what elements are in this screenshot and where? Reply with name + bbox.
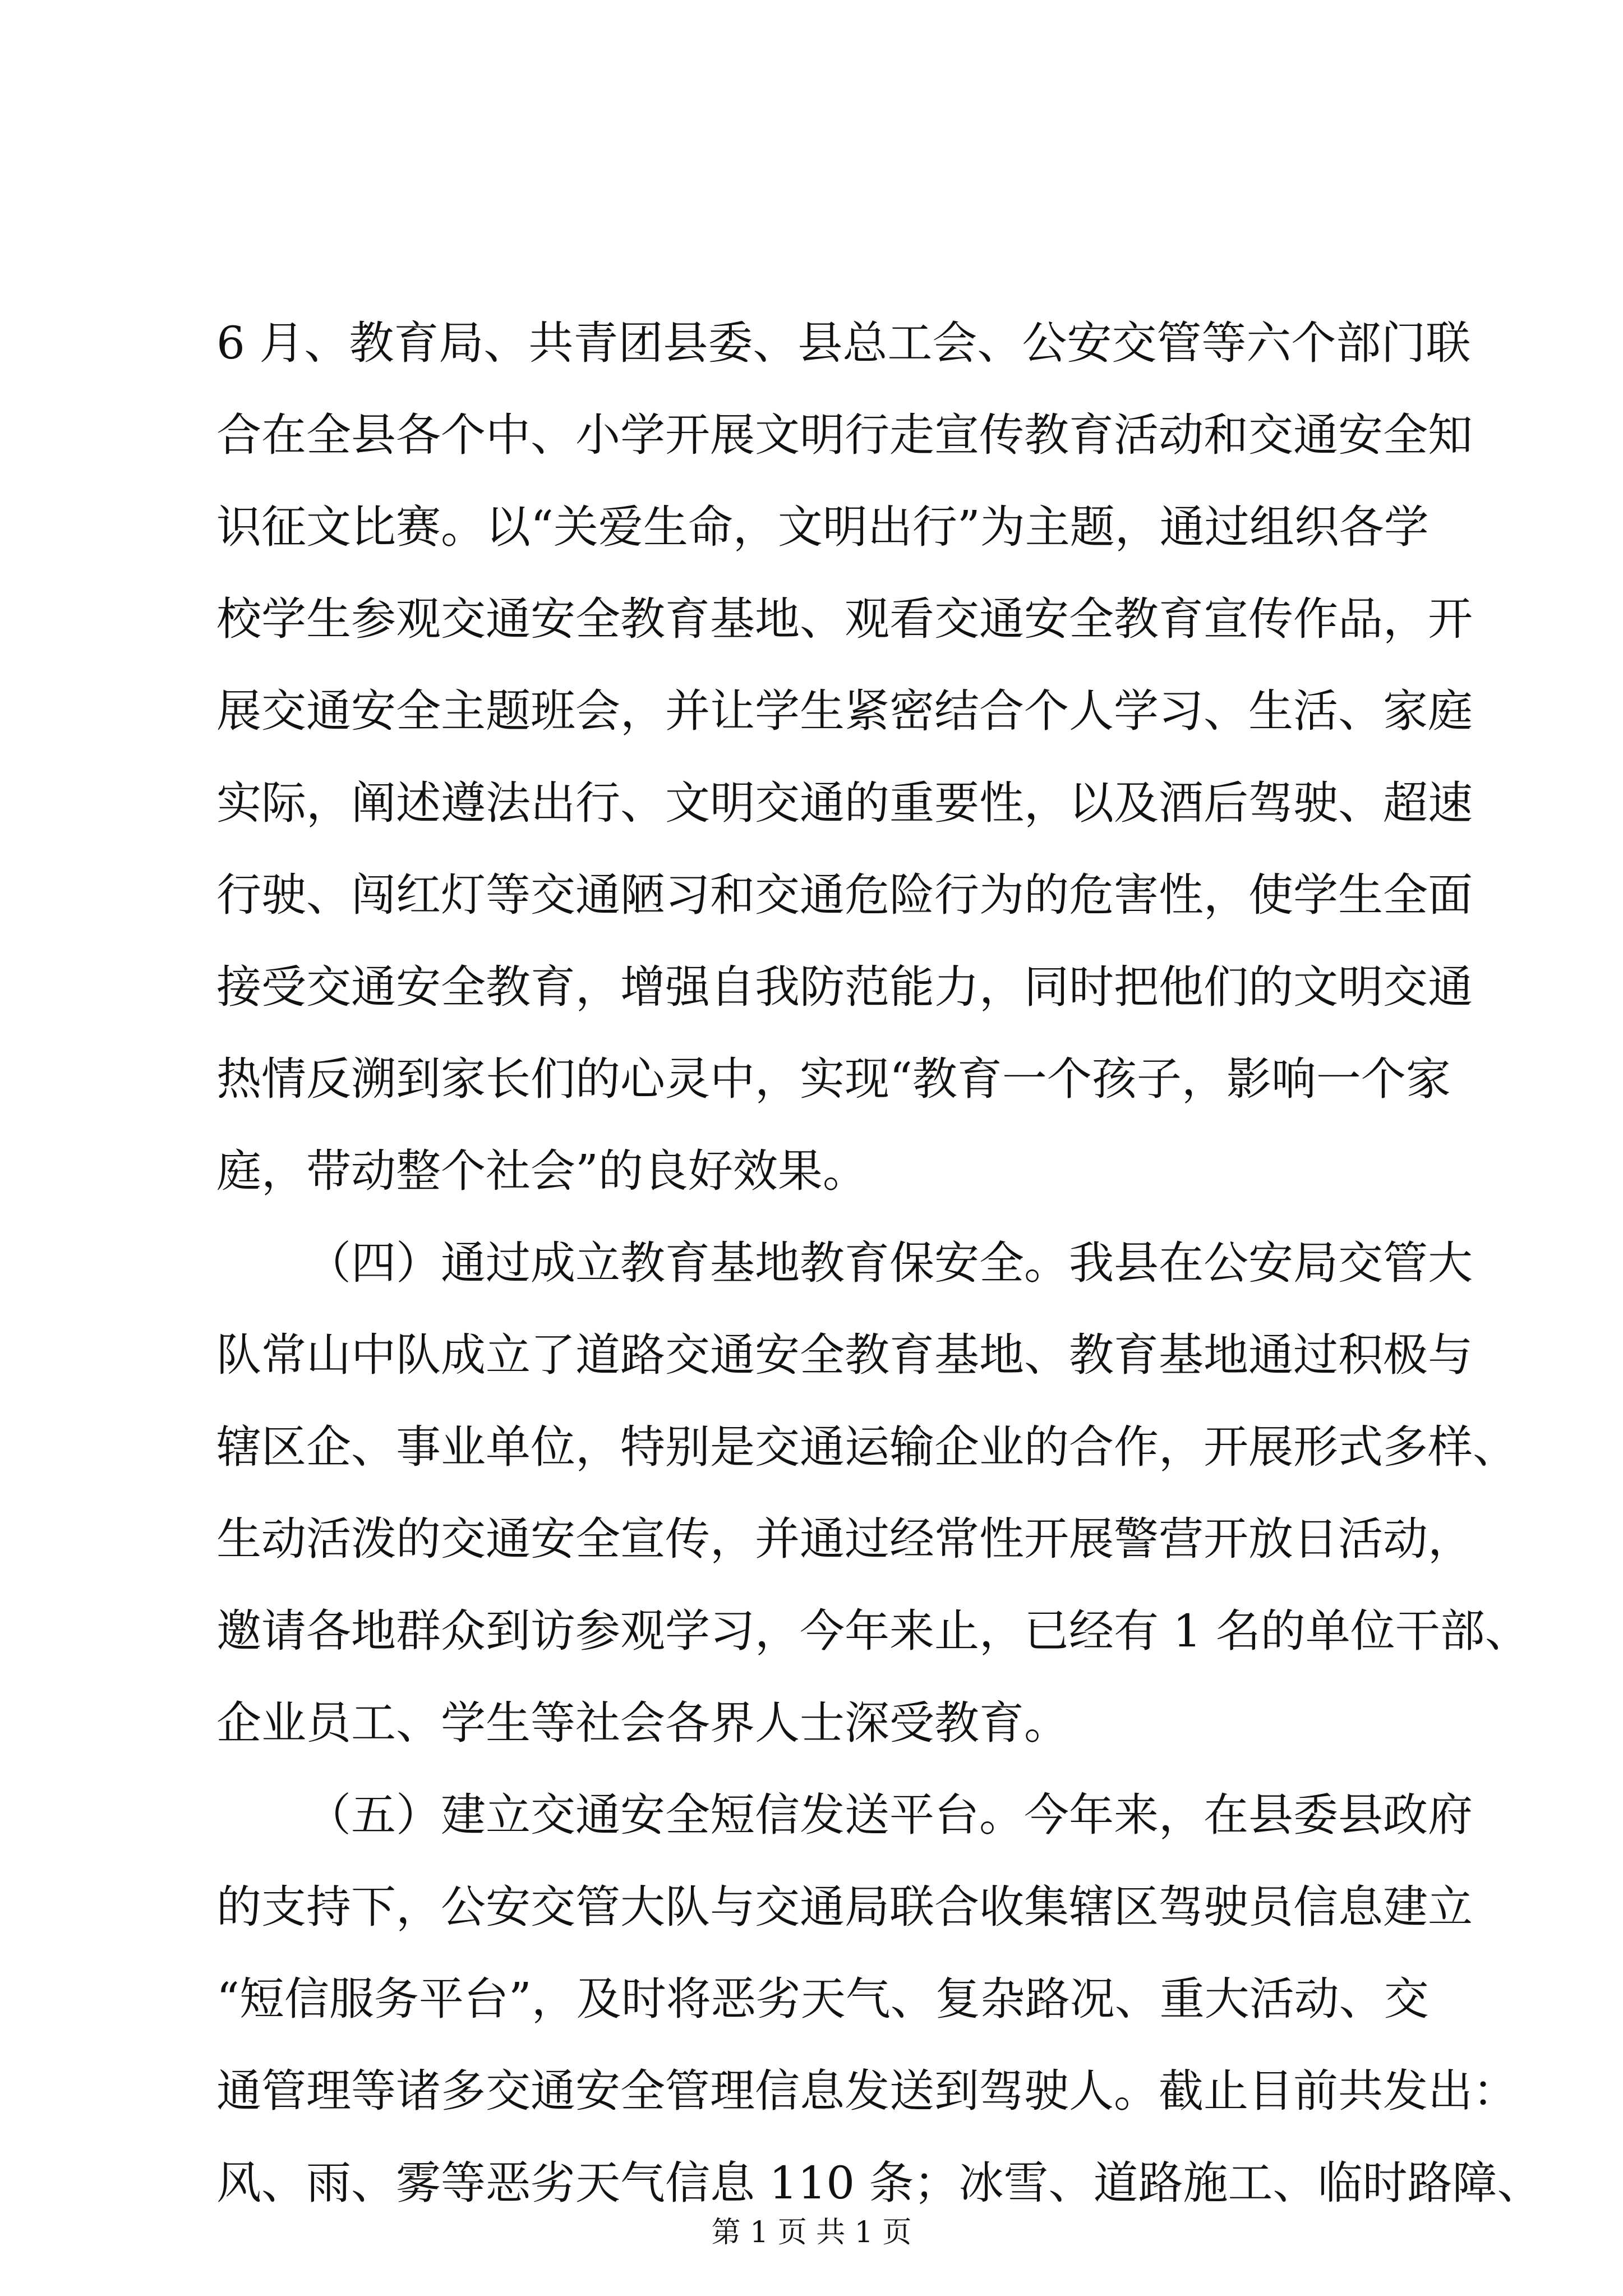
section-heading-line: （五）建立交通安全短信发送平台。今年来，在县委县政府 [306,1789,1473,1841]
paragraph-line: 合在全县各个中、小学开展文明行走宣传教育活动和交通安全知 [216,409,1473,461]
paragraph-line: 6 月、教育局、共青团县委、县总工会、公安交管等六个部门联 [216,317,1471,369]
paragraph-line: 辖区企、事业单位，特别是交通运输企业的合作，开展形式多样、 [216,1421,1518,1473]
paragraph-line: 热情反溯到家长们的心灵中，实现“教育一个孩子，影响一个家 [216,1053,1451,1105]
paragraph-line: 企业员工、学生等社会各界人士深受教育。 [216,1697,1069,1749]
paragraph-line: 队常山中队成立了道路交通安全教育基地、教育基地通过积极与 [216,1329,1473,1381]
paragraph-line: 行驶、闯红灯等交通陋习和交通危险行为的危害性，使学生全面 [216,869,1473,921]
paragraph-line: 风、雨、雾等恶劣天气信息 110 条；冰雪、道路施工、临时路障、 [216,2157,1542,2209]
paragraph-line: 通管理等诸多交通安全管理信息发送到驾驶人。截止目前共发出： [216,2065,1518,2117]
section-heading-line: （四）通过成立教育基地教育保安全。我县在公安局交管大 [306,1237,1473,1289]
paragraph-line: 的支持下，公安交管大队与交通局联合收集辖区驾驶员信息建立 [216,1881,1473,1933]
page-footer: 第 1 页 共 1 页 [711,2216,912,2249]
paragraph-line: 实际，阐述遵法出行、文明交通的重要性，以及酒后驾驶、超速 [216,777,1473,829]
paragraph-line: 邀请各地群众到访参观学习，今年来止，已经有 1 名的单位干部、 [216,1605,1530,1657]
paragraph-line: 庭，带动整个社会”的良好效果。 [216,1145,868,1197]
paragraph-line: “短信服务平台”，及时将恶劣天气、复杂路况、重大活动、交 [216,1973,1429,2025]
paragraph-line: 识征文比赛。以“关爱生命，文明出行”为主题，通过组织各学 [216,501,1429,553]
paragraph-line: 校学生参观交通安全教育基地、观看交通安全教育宣传作品，开 [216,593,1473,645]
paragraph-line: 展交通安全主题班会，并让学生紧密结合个人学习、生活、家庭 [216,685,1473,737]
paragraph-line: 接受交通安全教育，增强自我防范能力，同时把他们的文明交通 [216,961,1473,1013]
paragraph-line: 生动活泼的交通安全宣传，并通过经常性开展警营开放日活动， [216,1513,1473,1565]
